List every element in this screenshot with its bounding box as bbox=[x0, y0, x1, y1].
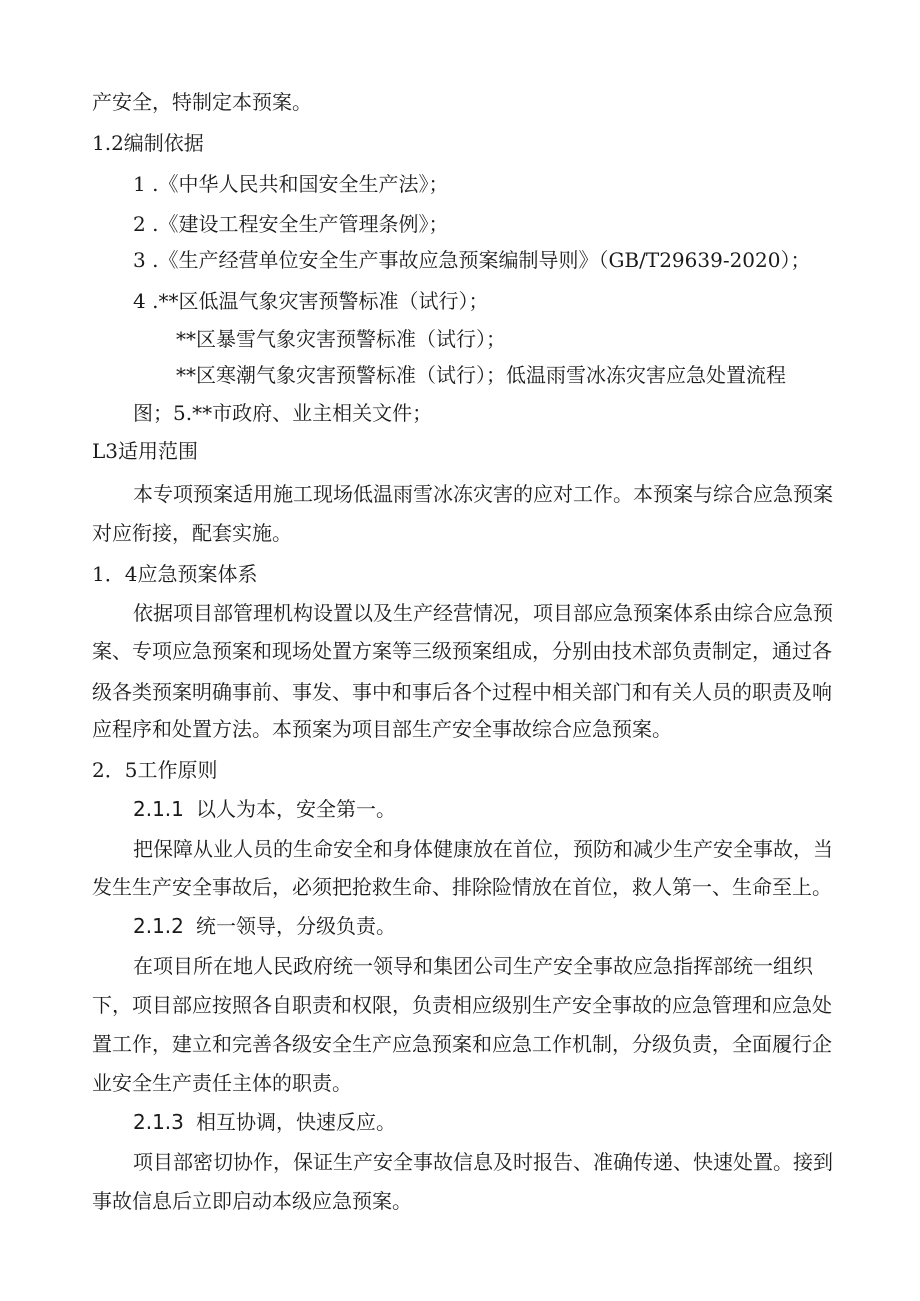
body-line: 事故信息后立即启动本级应急预案。 bbox=[92, 1189, 412, 1213]
reference-item: 4 .**区低温气象灾害预警标准（试行）； bbox=[133, 289, 489, 313]
reference-item: **区暴雪气象灾害预警标准（试行）； bbox=[176, 327, 506, 351]
section-heading: 2．5工作原则 bbox=[92, 758, 218, 782]
body-line: 置工作，建立和完善各级安全生产应急预案和应急工作机制，分级负责，全面履行企 bbox=[92, 1032, 832, 1056]
reference-item: 2 .《建设工程安全生产管理条例》； bbox=[133, 212, 449, 236]
subsection-number: 2.1.2 bbox=[133, 914, 184, 938]
body-line: 发生生产安全事故后，必须把抢救生命、排除险情放在首位，救人第一、生命至上。 bbox=[92, 875, 832, 899]
section-heading: 1．4应急预案体系 bbox=[92, 562, 258, 586]
body-line: 把保障从业人员的生命安全和身体健康放在首位，预防和减少生产安全事故，当 bbox=[133, 837, 833, 861]
body-line: 级各类预案明确事前、事发、事中和事后各个过程中相关部门和有关人员的职责及响 bbox=[92, 680, 832, 704]
reference-item: 3 .《生产经营单位安全生产事故应急预案编制导则》（GB/T29639-2020）； bbox=[133, 248, 811, 272]
subsection-title: 相互协调，快速反应。 bbox=[196, 1110, 396, 1134]
body-line: 依据项目部管理机构设置以及生产经营情况，项目部应急预案体系由综合应急预 bbox=[133, 601, 833, 625]
reference-item: **区寒潮气象灾害预警标准（试行）；低温雨雪冰冻灾害应急处置流程 bbox=[176, 363, 786, 387]
body-line: 案、专项应急预案和现场处置方案等三级预案组成，分别由技术部负责制定，通过各 bbox=[92, 639, 832, 663]
body-line: 在项目所在地人民政府统一领导和集团公司生产安全事故应急指挥部统一组织 bbox=[133, 954, 813, 978]
body-line: 本专项预案适用施工现场低温雨雪冰冻灾害的应对工作。本预案与综合应急预案 bbox=[133, 482, 833, 506]
section-heading: L3适用范围 bbox=[92, 439, 199, 463]
body-line: 对应衔接，配套实施。 bbox=[92, 521, 292, 545]
section-heading: 1.2编制依据 bbox=[92, 131, 204, 155]
subsection-title: 统一领导，分级负责。 bbox=[196, 914, 396, 938]
body-line: 应程序和处置方法。本预案为项目部生产安全事故综合应急预案。 bbox=[92, 717, 672, 741]
body-line: 下，项目部应按照各自职责和权限，负责相应级别生产安全事故的应急管理和应急处 bbox=[92, 993, 832, 1017]
body-line: 项目部密切协作，保证生产安全事故信息及时报告、准确传递、快速处置。接到 bbox=[133, 1150, 833, 1174]
subsection-number: 2.1.3 bbox=[133, 1110, 184, 1134]
body-line: 业安全生产责任主体的职责。 bbox=[92, 1071, 352, 1095]
body-line: 产安全，特制定本预案。 bbox=[92, 90, 312, 114]
subsection-number: 2.1.1 bbox=[133, 797, 184, 821]
subsection-title: 以人为本，安全第一。 bbox=[196, 797, 396, 821]
reference-item: 1 .《中华人民共和国安全生产法》； bbox=[133, 172, 449, 196]
reference-item: 图；5.**市政府、业主相关文件； bbox=[133, 401, 433, 425]
